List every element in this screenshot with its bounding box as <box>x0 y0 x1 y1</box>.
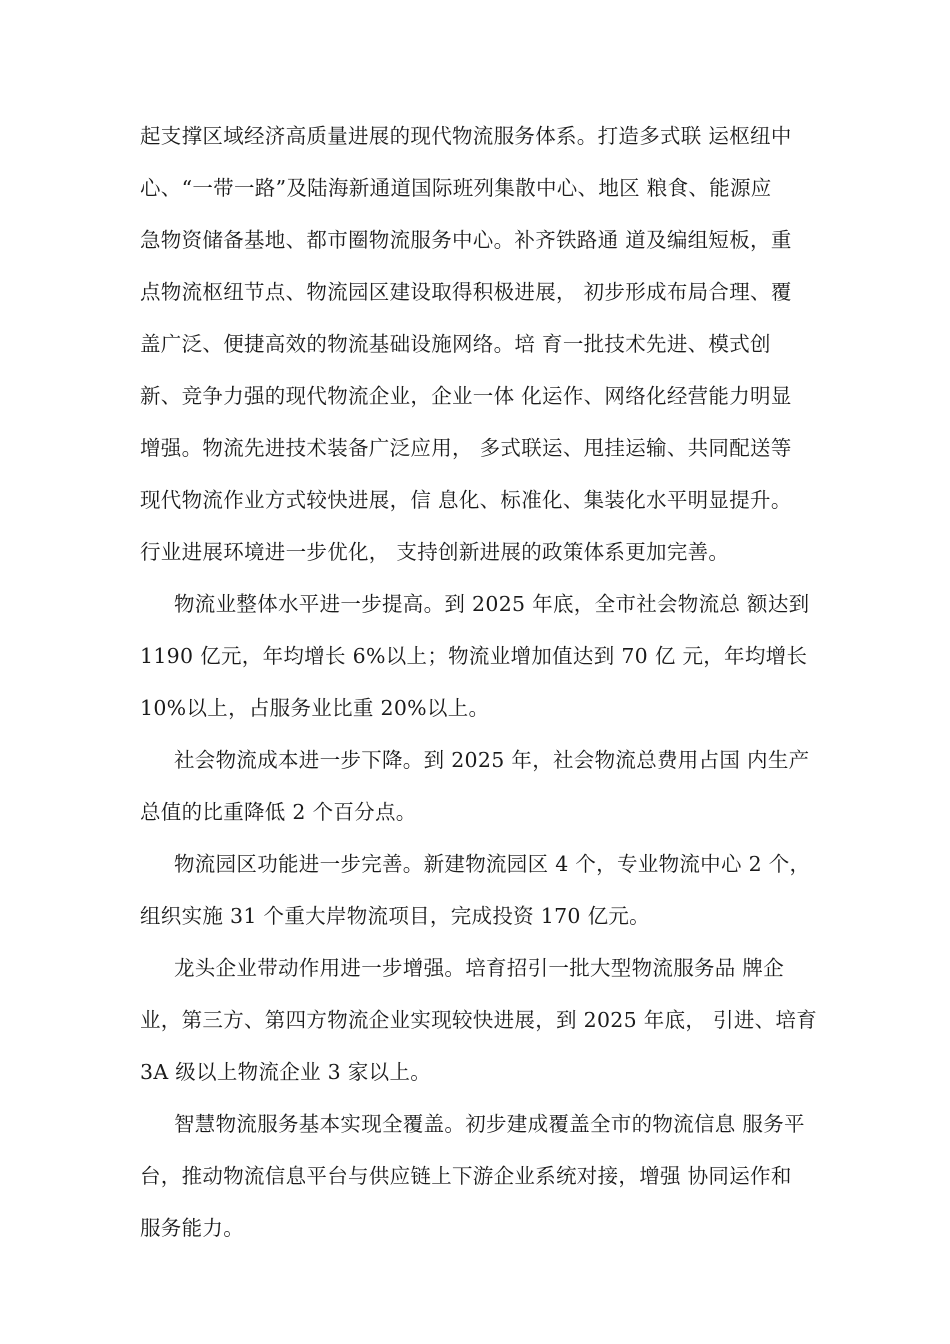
text-line: 组织实施 31 个重大岸物流项目，完成投资 170 亿元。 <box>140 904 650 928</box>
text-line: 增强。物流先进技术装备广泛应用， 多式联运、甩挂运输、共同配送等 <box>140 436 792 460</box>
text-line: 急物资储备基地、都市圈物流服务中心。补齐铁路通 道及编组短板，重 <box>140 228 792 252</box>
text-line: 业，第三方、第四方物流企业实现较快进展，到 2025 年底， 引进、培育 <box>140 1008 818 1032</box>
text-line: 3A 级以上物流企业 3 家以上。 <box>140 1060 432 1084</box>
paragraph-first-line: 智慧物流服务基本实现全覆盖。初步建成覆盖全市的物流信息 服务平 <box>174 1112 805 1136</box>
text-line: 服务能力。 <box>140 1216 244 1240</box>
text-line: 行业进展环境进一步优化， 支持创新进展的政策体系更加完善。 <box>140 540 730 564</box>
text-line: 心、“一带一路”及陆海新通道国际班列集散中心、地区 粮食、能源应 <box>140 176 772 200</box>
paragraph-first-line: 社会物流成本进一步下降。到 2025 年，社会物流总费用占国 内生产 <box>174 748 810 772</box>
text-line: 点物流枢纽节点、物流园区建设取得积极进展， 初步形成布局合理、覆 <box>140 280 792 304</box>
paragraph-first-line: 物流园区功能进一步完善。新建物流园区 4 个，专业物流中心 2 个， <box>174 852 811 876</box>
text-line: 1190 亿元，年均增长 6%以上；物流业增加值达到 70 亿 元，年均增长 <box>140 644 808 668</box>
text-line: 现代物流作业方式较快进展，信 息化、标准化、集装化水平明显提升。 <box>140 488 792 512</box>
text-line: 盖广泛、便捷高效的物流基础设施网络。培 育一批技术先进、模式创 <box>140 332 771 356</box>
text-line: 总值的比重降低 2 个百分点。 <box>140 800 417 824</box>
paragraph-first-line: 物流业整体水平进一步提高。到 2025 年底，全市社会物流总 额达到 <box>174 592 810 616</box>
text-line: 新、竞争力强的现代物流企业，企业一体 化运作、网络化经营能力明显 <box>140 384 792 408</box>
paragraph-first-line: 龙头企业带动作用进一步增强。培育招引一批大型物流服务品 牌企 <box>174 956 785 980</box>
text-line: 起支撑区域经济高质量进展的现代物流服务体系。打造多式联 运枢纽中 <box>140 124 792 148</box>
text-line: 10%以上，占服务业比重 20%以上。 <box>140 696 490 720</box>
text-line: 台，推动物流信息平台与供应链上下游企业系统对接，增强 协同运作和 <box>140 1164 792 1188</box>
